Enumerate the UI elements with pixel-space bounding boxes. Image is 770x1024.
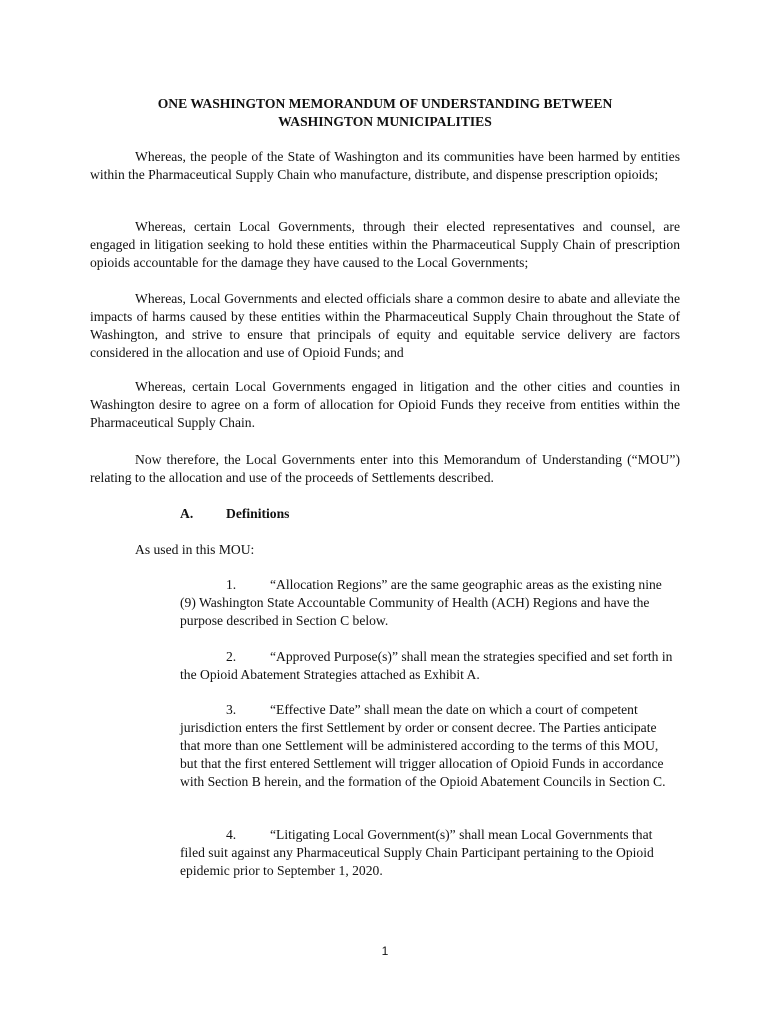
title-line-2: WASHINGTON MUNICIPALITIES xyxy=(278,114,492,129)
whereas-paragraph-3: Whereas, Local Governments and elected officials share a common desire to abate and alleviate the impacts of harms caused by these entities within the Pharmaceutical Supply Chain throughout the State of Washington, and strive to ensure that principals of equity and equitable service delivery are factors considered in the allocation and use of Opioid Funds; and xyxy=(90,291,680,360)
definitions-intro: As used in this MOU: xyxy=(135,542,255,557)
definition-text: “Allocation Regions” are the same geographic areas as the existing nine (9) Washington State Accountable Community of Health (ACH) Regions and have the purpose described in Section C below. xyxy=(180,577,662,628)
section-heading xyxy=(180,505,289,523)
definition-number: 3. xyxy=(226,702,237,717)
now-therefore-paragraph: Now therefore, the Local Governments enter into this Memorandum of Understanding (“MOU”) relating to the allocation and use of the proceeds of Settlements described. xyxy=(90,452,680,485)
whereas-paragraph-2: Whereas, certain Local Governments, through their elected representatives and counsel, are engaged in litigation seeking to hold these entities within the Pharmaceutical Supply Chain of prescription opioids accountable for the damage they have caused to the Local Governments; xyxy=(90,219,680,270)
definition-number: 1. xyxy=(226,577,237,592)
definition-item xyxy=(180,576,676,630)
definition-number: 2. xyxy=(226,649,237,664)
definition-item xyxy=(180,826,676,880)
whereas-paragraph-1: Whereas, the people of the State of Washington and its communities have been harmed by entities within the Pharmaceutical Supply Chain who manufacture, distribute, and dispense prescription opioids; xyxy=(90,149,680,182)
title-line-1: ONE WASHINGTON MEMORANDUM OF UNDERSTANDING BETWEEN xyxy=(157,96,613,111)
definition-number: 4. xyxy=(226,827,237,842)
whereas-paragraph-4: Whereas, certain Local Governments engaged in litigation and the other cities and counties in Washington desire to agree on a form of allocation for Opioid Funds they receive from entities within the Pharmaceutical Supply Chain. xyxy=(90,379,680,430)
section-title: Definitions xyxy=(226,506,290,521)
section-letter: A. xyxy=(180,506,194,521)
definition-text: “Litigating Local Government(s)” shall mean Local Governments that filed suit against any Pharmaceutical Supply Chain Participant pertaining to the Opioid epidemic prior to September 1, 2020. xyxy=(180,827,654,878)
definition-text: “Effective Date” shall mean the date on which a court of competent jurisdiction enters the first Settlement by order or consent decree. The Parties anticipate that more than one Settlement will be administered according to the terms of this MOU, but that the first entered Settlement will trigger allocation of Opioid Funds in accordance with Section B herein, and the formation of the Opioid Abatement Councils in Section C. xyxy=(180,702,666,789)
document-title xyxy=(90,95,680,131)
definition-item xyxy=(180,648,676,684)
page-number: 1 xyxy=(381,944,389,958)
definition-item xyxy=(180,701,676,791)
definition-text: “Approved Purpose(s)” shall mean the strategies specified and set forth in the Opioid Abatement Strategies attached as Exhibit A. xyxy=(180,649,673,682)
